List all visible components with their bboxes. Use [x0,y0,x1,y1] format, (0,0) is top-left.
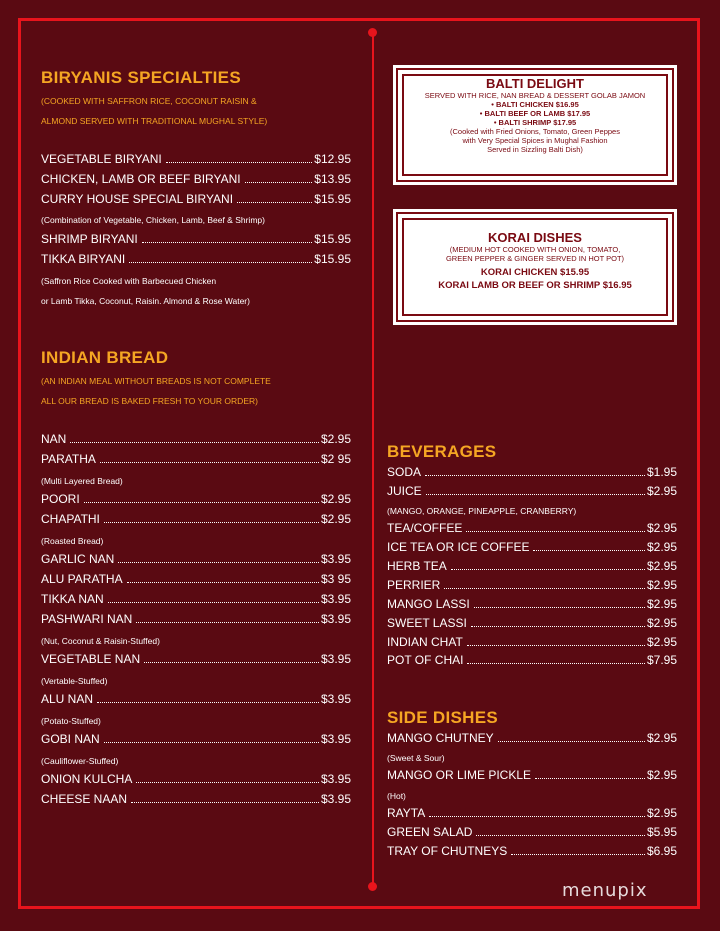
balti-line: with Very Special Spices in Mughal Fashion [462,136,608,145]
menu-item: PERRIER $2.95 [387,578,677,592]
menu-item: TIKKA BIRYANI $15.95 [41,252,351,266]
balti-delight-box [396,68,674,182]
item-note: (Sweet & Sour) [387,753,445,763]
column-divider [372,32,374,886]
balti-line: (Cooked with Fried Onions, Tomato, Green Peppes [450,127,620,136]
bread-note: ALL OUR BREAD IS BAKED FRESH TO YOUR ORDER) [41,396,258,406]
item-note: (MANGO, ORANGE, PINEAPPLE, CRANBERRY) [387,506,577,516]
menu-item: GREEN SALAD $5.95 [387,825,677,839]
item-note: or Lamb Tikka, Coconut, Raisin. Almond & Rose Water) [41,296,250,306]
menu-item: GARLIC NAN $3.95 [41,552,351,566]
beverages-title: BEVERAGES [387,442,497,461]
menu-item: CURRY HOUSE SPECIAL BIRYANI $15.95 [41,192,351,206]
balti-title: BALTI DELIGHT [486,76,584,91]
biryanis-title: BIRYANIS SPECIALTIES [41,68,241,87]
item-note: (Combination of Vegetable, Chicken, Lamb, Beef & Shrimp) [41,215,265,225]
item-note: (Nut, Coconut & Raisin-Stuffed) [41,636,160,646]
menu-item: TEA/COFFEE $2.95 [387,521,677,535]
balti-line: • BALTI SHRIMP $17.95 [493,118,577,127]
menu-item: SHRIMP BIRYANI $15.95 [41,232,351,246]
menu-item: CHEESE NAAN $3.95 [41,792,351,806]
menu-item: MANGO OR LIME PICKLE $2.95 [387,768,677,782]
sides-title: SIDE DISHES [387,708,498,727]
menu-item: TIKKA NAN $3.95 [41,592,351,606]
balti-line: • BALTI BEEF OR LAMB $17.95 [479,109,591,118]
menu-item: VEGETABLE NAN $3.95 [41,652,351,666]
korai-line: GREEN PEPPER & GINGER SERVED IN HOT POT) [445,254,625,263]
item-note: (Saffron Rice Cooked with Barbecued Chicken [41,276,217,286]
menu-item: POORI $2.95 [41,492,351,506]
menu-item: POT OF CHAI $7.95 [387,653,677,667]
menu-item: JUICE $2.95 [387,484,677,498]
menu-item: GOBI NAN $3.95 [41,732,351,746]
menu-item: PARATHA $2 95 [41,452,351,466]
menu-item: ALU NAN $3.95 [41,692,351,706]
divider-dot-top [368,28,377,37]
menu-item: SODA $1.95 [387,465,677,479]
divider-dot-bottom [368,882,377,891]
menu-item: INDIAN CHAT $2.95 [387,635,677,649]
menu-item: ICE TEA OR ICE COFFEE $2.95 [387,540,677,554]
item-note: (Vertable-Stuffed) [41,676,108,686]
bread-title: INDIAN BREAD [41,348,169,367]
biryanis-note: ALMOND SERVED WITH TRADITIONAL MUGHAL STYLE) [41,116,268,126]
menu-item: SWEET LASSI $2.95 [387,616,677,630]
menu-item: MANGO CHUTNEY $2.95 [387,731,677,745]
item-note: (Cauliflower-Stuffed) [41,756,119,766]
menu-item: NAN $2.95 [41,432,351,446]
item-note: (Roasted Bread) [41,536,104,546]
menu-item: MANGO LASSI $2.95 [387,597,677,611]
menupix-watermark: menupix [562,880,648,901]
korai-line: (MEDIUM HOT COOKED WITH ONION, TOMATO, [449,245,621,254]
menu-item: HERB TEA $2.95 [387,559,677,573]
korai-dishes-box [396,212,674,322]
menu-item: ALU PARATHA $3 95 [41,572,351,586]
menu-item: RAYTA $2.95 [387,806,677,820]
balti-line: Served in Sizzling Balti Dish) [487,145,583,154]
biryanis-note: (COOKED WITH SAFFRON RICE, COCONUT RAISIN & [41,96,257,106]
item-note: (Hot) [387,791,406,801]
korai-title: KORAI DISHES [488,230,582,245]
menu-item: CHAPATHI $2.95 [41,512,351,526]
balti-line: SERVED WITH RICE, NAN BREAD & DESSERT GOLAB JAMON [424,91,646,100]
menu-item: PASHWARI NAN $3.95 [41,612,351,626]
bread-note: (AN INDIAN MEAL WITHOUT BREADS IS NOT COMPLETE [41,376,271,386]
korai-line: KORAI CHICKEN $15.95 [480,267,590,278]
item-note: (Multi Layered Bread) [41,476,123,486]
item-note: (Potato-Stuffed) [41,716,101,726]
menu-item: CHICKEN, LAMB OR BEEF BIRYANI $13.95 [41,172,351,186]
menu-item: ONION KULCHA $3.95 [41,772,351,786]
menu-item: VEGETABLE BIRYANI $12.95 [41,152,351,166]
menu-item: TRAY OF CHUTNEYS $6.95 [387,844,677,858]
korai-line: KORAI LAMB OR BEEF OR SHRIMP $16.95 [438,280,632,291]
balti-line: • BALTI CHICKEN $16.95 [491,100,579,109]
